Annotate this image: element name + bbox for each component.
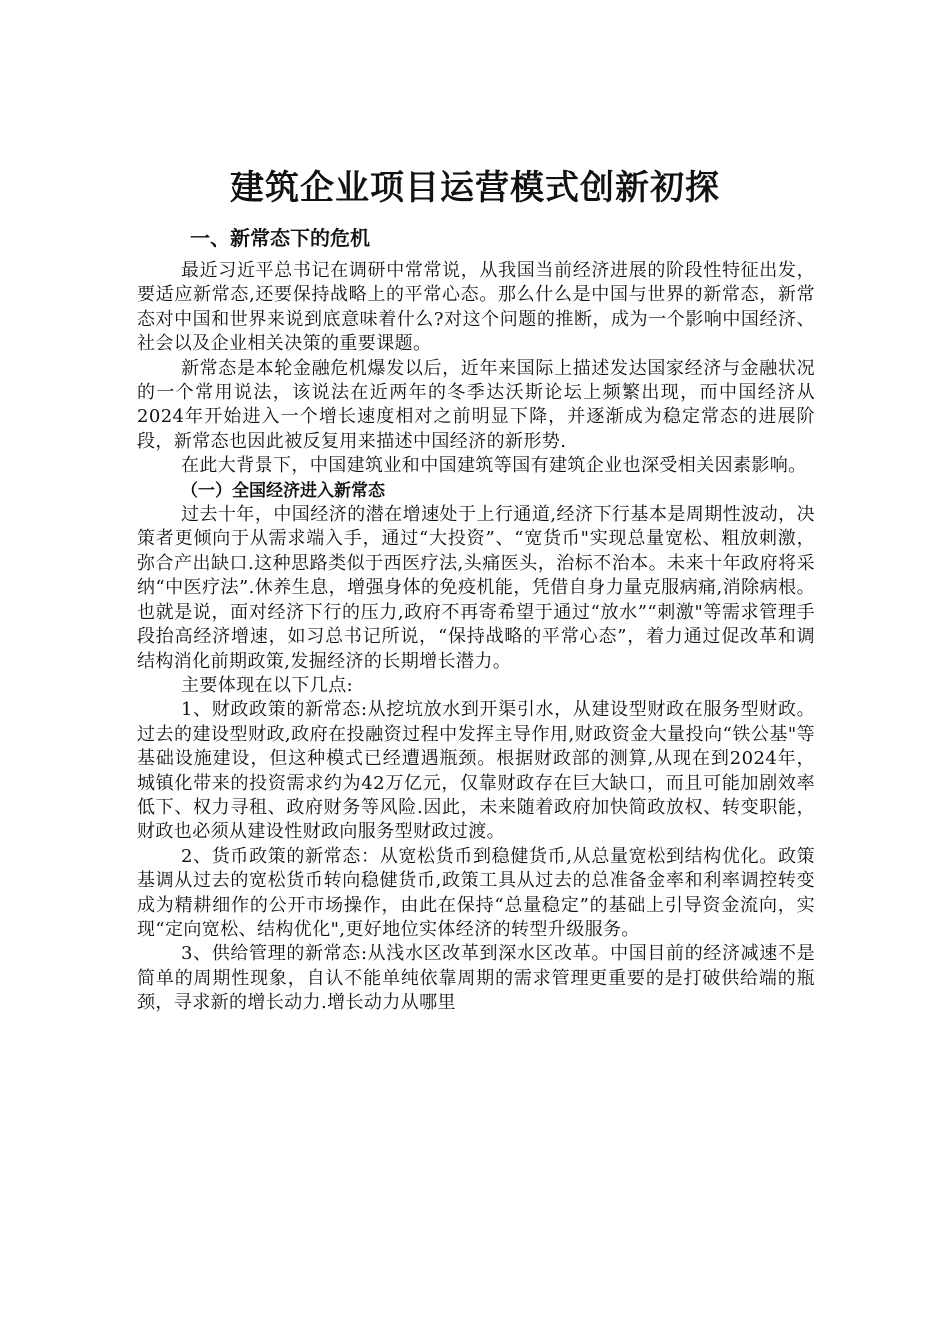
document-title: 建筑企业项目运营模式创新初探	[230, 168, 720, 208]
paragraph-2: 新常态是本轮金融危机爆发以后，近年来国际上描述发达国家经济与金融状况的一个常用说法，该说法在近两年的冬季达沃斯论坛上频繁出现，而中国经济从2024年开始进入一个增长速度相对之前明显下降，并逐渐成为稳定常态的进展阶段，新常态也因此被反复用来描述中国经济的新形势.	[137, 357, 815, 452]
paragraph-4: 过去十年，中国经济的潜在增速处于上行通道,经济下行基本是周期性波动，决策者更倾向于从需求端入手，通过“大投资”、“宽货币"实现总量宽松、粗放刺激，弥合产出缺口.这种思路类似于西医疗法,头痛医头，治标不治本。未来十年政府将采纳“中医疗法”.休养生息，增强身体的免疫机能，凭借自身力量克服病痛,消除病根。也就是说，面对经济下行的压力,政府不再寄希望于通过“放水”“刺激"等需求管理手段抬高经济增速，如习总书记所说，“保持战略的平常心态”，着力通过促改革和调结构消化前期政策,发掘经济的长期增长潜力。	[137, 504, 815, 672]
paragraph-3: 在此大背景下，中国建筑业和中国建筑等国有建筑企业也深受相关因素影响。	[181, 455, 807, 477]
paragraph-1: 最近习近平总书记在调研中常常说，从我国当前经济进展的阶段性特征出发，要适应新常态,还要保持战略上的平常心态。那么什么是中国与世界的新常态，新常态对中国和世界来说到底意味着什么?对这个问题的推断，成为一个影响中国经济、社会以及企业相关决策的重要课题。	[137, 260, 815, 355]
paragraph-5: 主要体现在以下几点:	[181, 674, 354, 696]
paragraph-8: 3、供给管理的新常态:从浅水区改革到深水区改革。中国目前的经济减速不是简单的周期性现象，自认不能单纯依靠周期的需求管理更重要的是打破供给端的瓶颈，寻求新的增长动力.增长动力从哪里	[137, 943, 815, 1014]
paragraph-6: 1、财政政策的新常态:从挖坑放水到开渠引水，从建设型财政在服务型财政。过去的建设型财政,政府在投融资过程中发挥主导作用,财政资金大量投向“铁公基"等基础设施建设，但这种模式已经遭遇瓶颈。根据财政部的测算,从现在到2024年，城镇化带来的投资需求约为42万亿元，仅靠财政存在巨大缺口，而且可能加剧效率低下、权力寻租、政府财务等风险.因此，未来随着政府加快简政放权、转变职能，财政也必须从建设性财政向服务型财政过渡。	[137, 699, 815, 843]
document-body	[137, 259, 815, 1016]
subsection-heading-1: （一）全国经济进入新常态	[181, 480, 385, 501]
section-heading-1: 一、新常态下的危机	[190, 226, 370, 250]
paragraph-7: 2、货币政策的新常态：从宽松货币到稳健货币,从总量宽松到结构优化。政策基调从过去的宽松货币转向稳健货币,政策工具从过去的总准备金率和利率调控转变成为精耕细作的公开市场操作，由此在保持“总量稳定”的基础上引导资金流向，实现“定向宽松、结构优化",更好地位实体经济的转型升级服务。	[137, 845, 815, 940]
